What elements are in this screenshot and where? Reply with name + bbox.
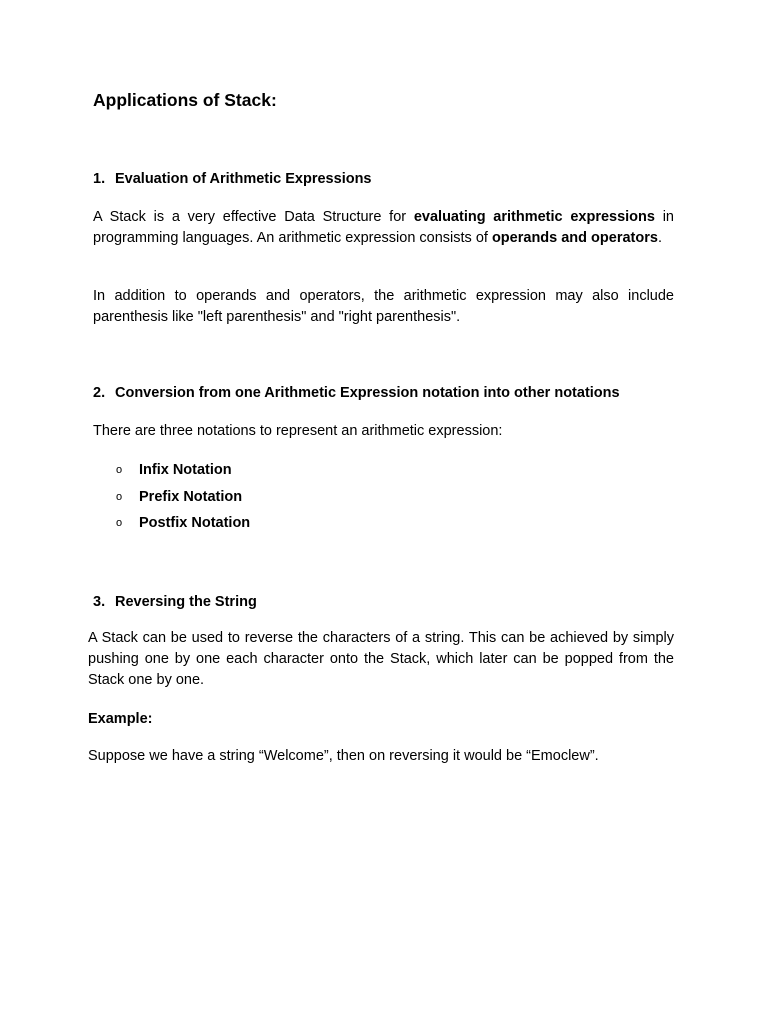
text-run: . — [657, 230, 662, 246]
bullet-marker: o — [116, 490, 123, 503]
list-item — [116, 513, 416, 540]
section-2-heading — [93, 383, 620, 403]
section-2-intro: There are three notations to represent an arithmetic expression: — [93, 423, 503, 439]
section-2-title: Conversion from one Arithmetic Expression notation into other notations — [115, 385, 620, 401]
example-text: Suppose we have a string “Welcome”, then on reversing it would be “Emoclew”. — [88, 748, 599, 764]
section-3-number: 3. — [93, 594, 106, 610]
section-3-heading — [93, 592, 257, 612]
section-1-paragraph-1 — [93, 207, 674, 249]
section-1-paragraph-2: In addition to operands and operators, the arithmetic expression may also include parenthesis like "left parenthesis" and "right parenthesis". — [93, 288, 674, 325]
section-3-paragraph-1: A Stack can be used to reverse the characters of a string. This can be achieved by simply pushing one by one each character onto the Stack, which later can be popped from the Stack one by one. — [88, 630, 674, 688]
section-3-title: Reversing the String — [115, 594, 257, 610]
section-1-title: Evaluation of Arithmetic Expressions — [115, 171, 372, 187]
text-run: in programming languages. An arithmetic expression consists of — [93, 209, 674, 246]
section-1-number: 1. — [93, 171, 106, 187]
notation-list — [116, 460, 416, 540]
bullet-marker: o — [116, 464, 123, 476]
list-item-label: Prefix Notation — [139, 488, 243, 505]
section-2-number: 2. — [93, 385, 106, 401]
page-title: Applications of Stack: — [93, 90, 277, 110]
list-item — [116, 460, 416, 487]
bold-run: evaluating arithmetic expressions — [413, 209, 655, 225]
bold-run: operands and operators — [491, 230, 658, 246]
bullet-marker: o — [116, 517, 123, 529]
list-item-label: Infix Notation — [139, 462, 232, 478]
section-1-heading — [93, 169, 372, 189]
list-item — [116, 487, 416, 514]
list-item-label: Postfix Notation — [139, 515, 251, 531]
example-label: Example: — [88, 711, 153, 727]
text-run: A Stack is a very effective Data Structure for — [93, 209, 414, 225]
